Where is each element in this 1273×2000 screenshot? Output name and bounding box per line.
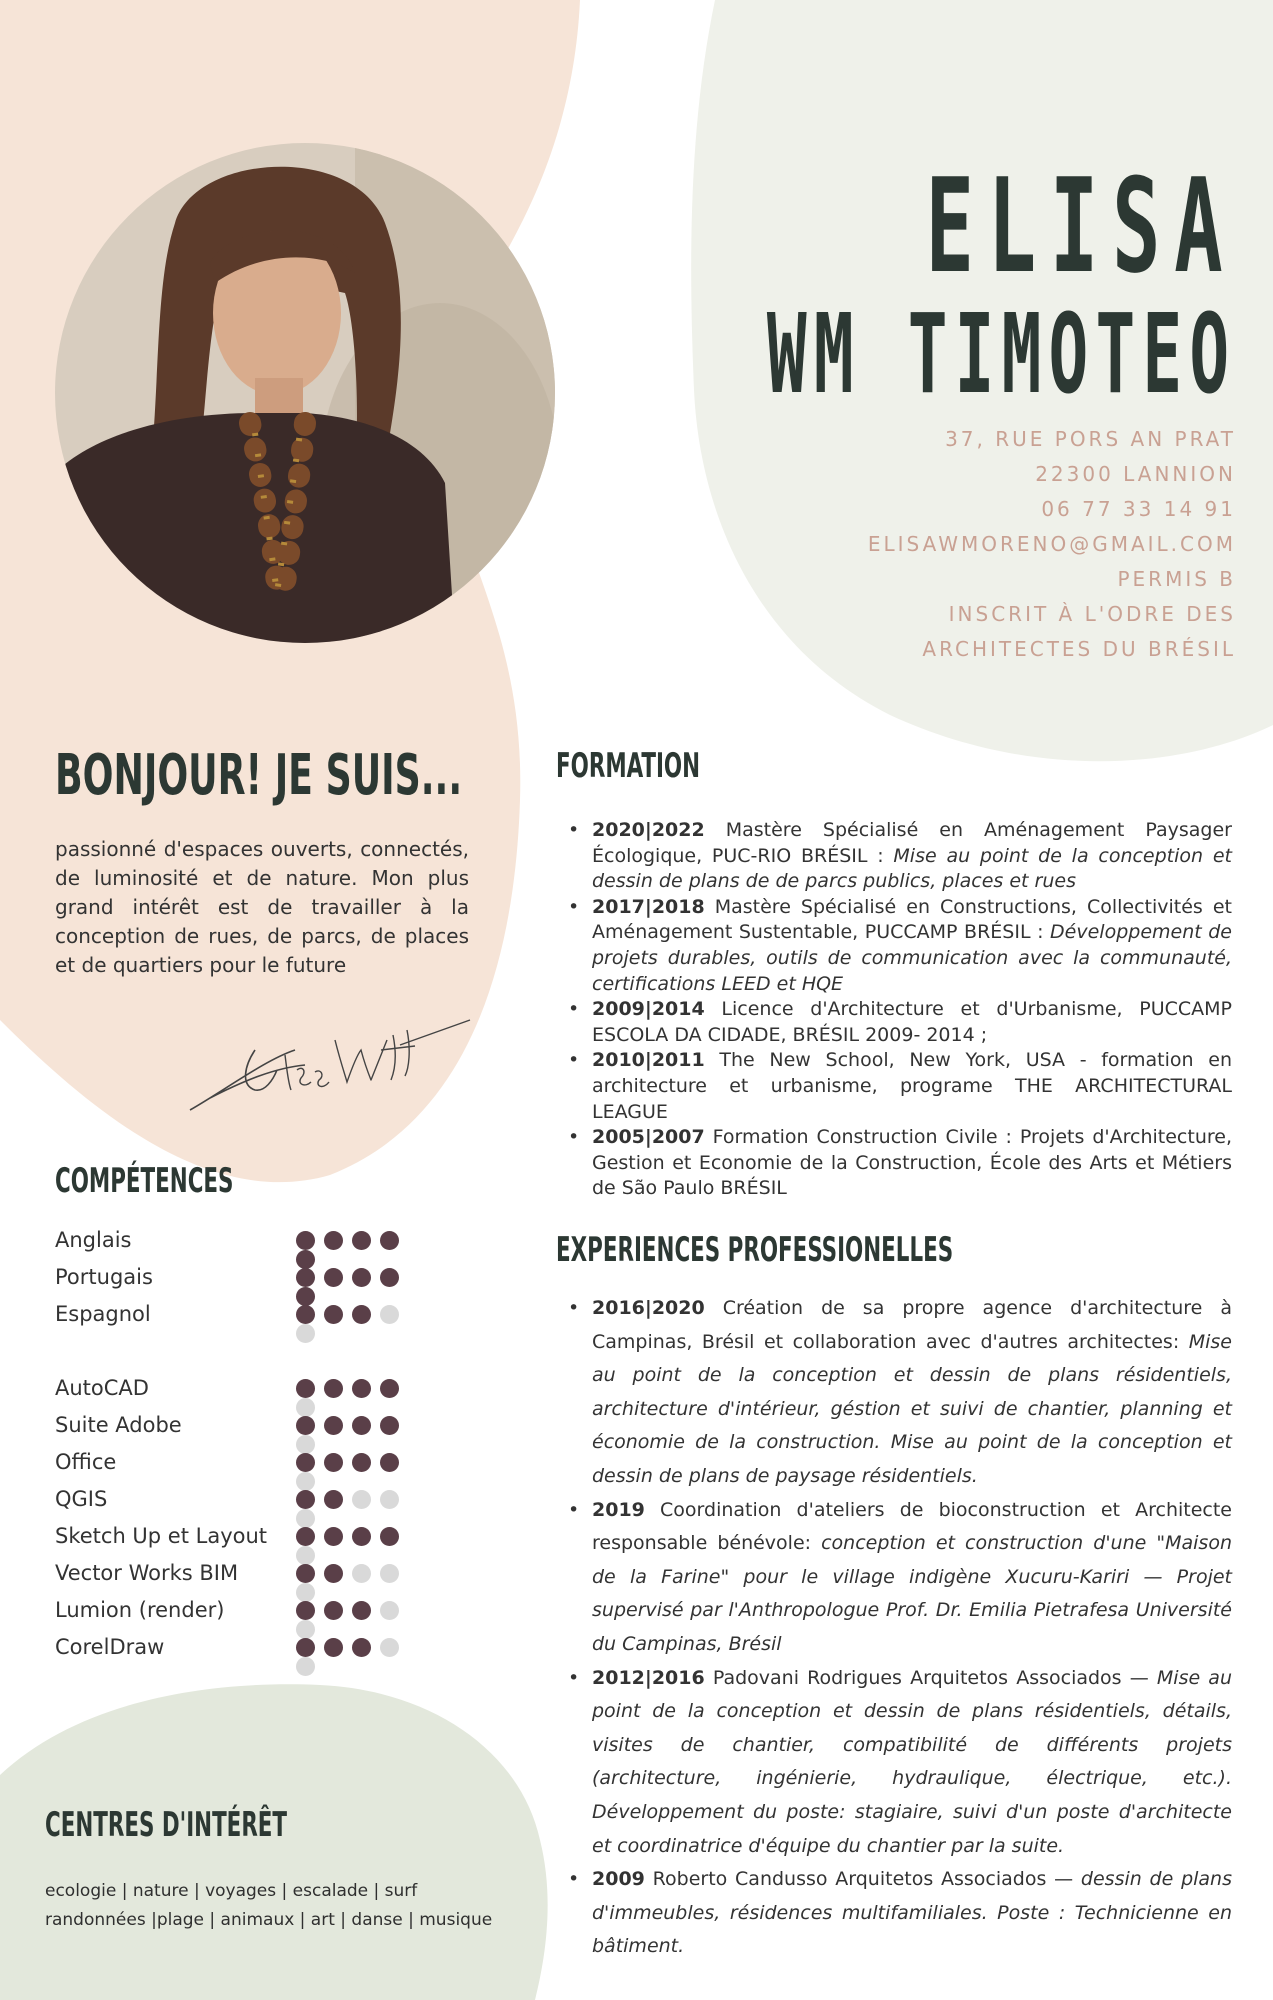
level-dot-empty [380, 1305, 399, 1324]
level-dot-filled [380, 1416, 399, 1435]
level-dot-filled [296, 1490, 315, 1509]
skill-row [55, 1558, 435, 1595]
skill-label: AutoCAD [55, 1376, 149, 1400]
skills-heading: COMPÉTENCES [55, 1161, 234, 1201]
formation-detail: Mise au point de la conception et dessin de plans de de parcs publics, places et rues [592, 844, 1232, 893]
level-dot-filled [296, 1527, 315, 1546]
skill-row [55, 1521, 435, 1558]
formation-item [556, 1048, 1232, 1125]
formation-list [556, 818, 1232, 1202]
formation-text: Formation Construction Civile : Projets d'Architecture, Gestion et Economie de la Construction, École des Arts et Métiers de São Paulo BRÉSIL [592, 1126, 1232, 1200]
skill-label: Espagnol [55, 1302, 151, 1326]
formation-year: 2005|2007 [592, 1126, 705, 1149]
experience-item [556, 1863, 1232, 1964]
skill-label: Office [55, 1450, 117, 1474]
contact-license: PERMIS B [1117, 567, 1236, 591]
level-dot-filled [324, 1231, 343, 1250]
experience-year: 2009 [592, 1868, 645, 1891]
skills-list [55, 1225, 435, 1669]
level-dot-filled [352, 1638, 371, 1657]
interests-line-2: randonnées |plage | animaux | art | danse | musique [45, 1910, 493, 1930]
skill-row [55, 1299, 435, 1336]
formation-text: Licence d'Architecture et d'Urbanisme, PUCCAMP ESCOLA DA CIDADE, BRÉSIL 2009- 2014 ; [592, 998, 1232, 1046]
level-dot-filled [380, 1453, 399, 1472]
skill-row [55, 1373, 435, 1410]
level-dot-filled [296, 1379, 315, 1398]
skill-label: Anglais [55, 1228, 132, 1252]
skill-label: Sketch Up et Layout [55, 1524, 268, 1548]
level-dot-empty [296, 1657, 315, 1676]
skill-label: QGIS [55, 1487, 108, 1511]
skill-row [55, 1262, 435, 1299]
level-dot-filled [352, 1416, 371, 1435]
experience-detail: conception et construction d'une "Maison de la Farine" pour le village indigène Xucuru-Kariri — Projet supervisé par l'Anthropologue Prof. Dr. Emilia Pietrafesa Université du Campinas, Brésil [592, 1532, 1232, 1655]
interests-text [45, 1877, 525, 1935]
contact-registration-2: ARCHITECTES DU BRÉSIL [922, 637, 1236, 661]
level-dot-filled [352, 1268, 371, 1287]
level-dot-filled [324, 1305, 343, 1324]
skill-label: CorelDraw [55, 1635, 165, 1659]
level-dot-filled [324, 1490, 343, 1509]
formation-year: 2010|2011 [592, 1049, 705, 1072]
skill-level-dots [296, 1490, 435, 1510]
level-dot-filled [324, 1564, 343, 1583]
contact-address: 37, RUE PORS AN PRAT [945, 427, 1236, 451]
level-dot-filled [352, 1453, 371, 1472]
level-dot-filled [324, 1268, 343, 1287]
skill-level-dots [296, 1527, 435, 1547]
portrait-illustration [55, 143, 555, 643]
experience-text: Coordination d'ateliers de bioconstruction et Architecte responsable bénévole: [592, 1498, 1232, 1555]
handwritten-signature [185, 1010, 475, 1120]
level-dot-empty [380, 1601, 399, 1620]
intro-text: passionné d'espaces ouverts, connectés, de luminosité et de nature. Mon plus grand intérêt est de travailler à la conception de rues, de parcs, de places et de quartiers pour le future [55, 837, 469, 977]
level-dot-filled [352, 1305, 371, 1324]
skill-row [55, 1632, 435, 1669]
experience-text: Padovani Rodrigues Arquitetos Associados — [704, 1666, 1157, 1689]
level-dot-filled [380, 1231, 399, 1250]
formation-item [556, 1125, 1232, 1202]
level-dot-filled [296, 1564, 315, 1583]
contact-email: ELISAWMORENO@GMAIL.COM [867, 532, 1236, 556]
skill-label: Lumion (render) [55, 1598, 225, 1622]
formation-year: 2017|2018 [592, 895, 705, 918]
level-dot-filled [352, 1601, 371, 1620]
level-dot-filled [324, 1638, 343, 1657]
formation-item [556, 997, 1232, 1048]
level-dot-filled [352, 1379, 371, 1398]
level-dot-filled [324, 1379, 343, 1398]
level-dot-filled [324, 1527, 343, 1546]
skill-row [55, 1484, 435, 1521]
formation-text: Mastère Spécialisé en Constructions, Collectivités et Aménagement Sustentable, PUCCAMP BRÉSIL : [592, 895, 1232, 944]
level-dot-filled [352, 1231, 371, 1250]
level-dot-filled [380, 1527, 399, 1546]
last-name: WM TIMOTEO [766, 290, 1236, 418]
level-dot-filled [352, 1527, 371, 1546]
contact-city: 22300 LANNION [1035, 462, 1236, 486]
portrait-photo [55, 143, 555, 643]
level-dot-filled [296, 1305, 315, 1324]
level-dot-filled [324, 1453, 343, 1472]
skill-level-dots [296, 1564, 435, 1584]
formation-item [556, 895, 1232, 997]
level-dot-filled [380, 1379, 399, 1398]
level-dot-filled [380, 1268, 399, 1287]
formation-text: Mastère Spécialisé en Aménagement Paysager Écologique, PUC-RIO BRÉSIL : [592, 819, 1232, 867]
formation-item [556, 818, 1232, 895]
experience-detail: dessin de plans d'immeubles, résidences multifamiliales. Poste : Technicienne en bâtiment. [592, 1868, 1232, 1958]
experience-text: Roberto Candusso Arquitetos Associados — [644, 1868, 1081, 1891]
level-dot-empty [380, 1490, 399, 1509]
experience-heading: EXPERIENCES PROFESSIONELLES [556, 1230, 954, 1270]
formation-text: The New School, New York, USA - formation en architecture et urbanisme, programe THE ARCHITECTURAL LEAGUE [592, 1049, 1232, 1123]
skill-level-dots [296, 1453, 435, 1473]
level-dot-filled [296, 1638, 315, 1657]
interests-heading: CENTRES D'INTÉRÊT [45, 1805, 288, 1845]
contact-registration-1: INSCRIT À L'ODRE DES [948, 602, 1236, 626]
first-name: ELISA [925, 150, 1236, 302]
skill-label: Suite Adobe [55, 1413, 182, 1437]
contact-list [776, 422, 1236, 667]
experience-year: 2019 [592, 1498, 645, 1521]
formation-detail: Développement de projets durables, outils de communication avec la communauté, certifications LEED et HQE [592, 921, 1233, 995]
level-dot-empty [380, 1564, 399, 1583]
level-dot-filled [296, 1416, 315, 1435]
skill-level-dots [296, 1231, 435, 1251]
level-dot-filled [324, 1416, 343, 1435]
experience-text: Création de sa propre agence d'architecture à Campinas, Brésil et collaboration avec d'autres architectes: [592, 1297, 1232, 1353]
experience-year: 2012|2016 [592, 1666, 705, 1689]
skill-level-dots [296, 1268, 435, 1288]
experience-detail: Mise au point de la conception et dessin de plans résidentiels, détails, visites de chantier, compatibilité de différents projets (architecture, ingénierie, hydraulique, électrique, etc.). Développement du poste: stagiaire, suivi d'un poste d'architecte et coordinatrice d'équipe du chantier par la suite. [592, 1666, 1232, 1857]
skill-row [55, 1410, 435, 1447]
skill-level-dots [296, 1638, 435, 1658]
skill-level-dots [296, 1416, 435, 1436]
level-dot-empty [380, 1638, 399, 1657]
level-dot-empty [352, 1564, 371, 1583]
formation-year: 2009|2014 [592, 998, 705, 1021]
skill-row [55, 1595, 435, 1632]
contact-phone: 06 77 33 14 91 [1041, 497, 1236, 521]
skill-level-dots [296, 1379, 435, 1399]
experience-item [556, 1662, 1232, 1864]
experience-item [556, 1292, 1232, 1494]
skill-level-dots [296, 1601, 435, 1621]
level-dot-filled [296, 1268, 315, 1287]
level-dot-filled [324, 1601, 343, 1620]
skill-row [55, 1447, 435, 1484]
experience-detail: Mise au point de la conception et dessin de plans résidentiels, architecture d'intérieur, géstion et suivi de chantier, planning et économie de la construction. Mise au point de la conception et dessin de plans de paysage résidentiels. [592, 1330, 1232, 1487]
level-dot-filled [296, 1453, 315, 1472]
skill-label: Portugais [55, 1265, 153, 1289]
level-dot-filled [296, 1601, 315, 1620]
skill-label: Vector Works BIM [55, 1561, 239, 1585]
experience-year: 2016|2020 [592, 1297, 705, 1319]
skill-row [55, 1225, 435, 1262]
formation-heading: FORMATION [556, 746, 701, 786]
level-dot-empty [296, 1324, 315, 1343]
level-dot-empty [352, 1490, 371, 1509]
intro-heading: BONJOUR! JE SUIS... [55, 743, 463, 808]
skill-level-dots [296, 1305, 435, 1325]
skills-spacer [55, 1336, 435, 1373]
experience-list [556, 1292, 1232, 1964]
formation-year: 2020|2022 [592, 819, 705, 841]
interests-line-1: ecologie | nature | voyages | escalade | surf [45, 1881, 418, 1901]
level-dot-filled [296, 1231, 315, 1250]
experience-item [556, 1494, 1232, 1662]
